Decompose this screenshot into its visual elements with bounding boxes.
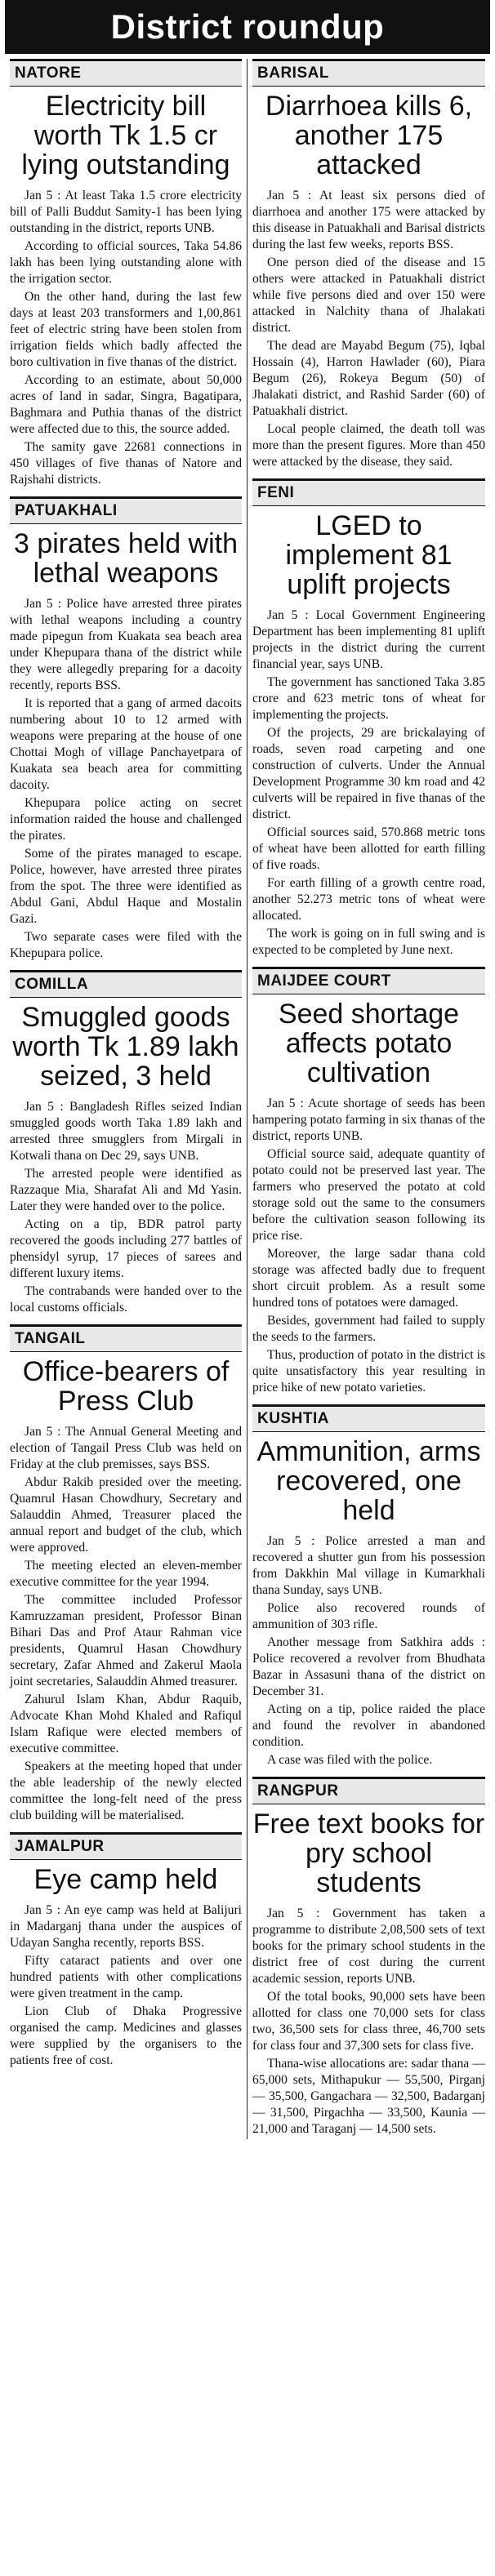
story-headline: Ammunition, arms recovered, one held — [256, 1436, 481, 1526]
story-paragraph: The samity gave 22681 connections in 450 villages of five thanas of Natore and Rajshahi districts. — [10, 440, 242, 487]
story-paragraph: Speakers at the meeting hoped that under the able leadership of the newly elected committee the long-felt need of the press club building will be materialised. — [10, 1760, 242, 1822]
story-paragraph: The contrabands were handed over to the local customs officials. — [10, 1284, 242, 1315]
region-label: PATUAKHALI — [10, 496, 242, 524]
story-body — [252, 1906, 485, 2138]
story-paragraph: Official source said, adequate quantity of potato could not be preserved last year. The farmers who preserved the potato at cold storage sold out the same to the consumers before the cultivation season following its price rise. — [252, 1147, 485, 1243]
story-body — [10, 1902, 242, 2069]
story-body — [10, 596, 242, 962]
story-paragraph: On the other hand, during the last few days at least 203 transformers and 1,00,861 feet of electric string have been stolen from irrigation fields which badly affected the boro cultivation in five thanas of the district. — [10, 290, 242, 369]
story-paragraph: Fifty cataract patients and over one hundred patients with other complications were given treatment in the camp. — [10, 1954, 242, 2000]
story-paragraph: Jan 5 : At least six persons died of diarrhoea and another 175 were attacked by this disease in Patuakhali and Barisal districts during the last few weeks, reports BSS. — [252, 189, 485, 251]
story-paragraph: For earth filling of a growth centre road, another 52.273 metric tons of wheat were allocated. — [252, 876, 485, 923]
story-paragraph: Of the projects, 29 are brickalaying of roads, seven road carpeting and one construction of culverts. Under the Annual Development Programme 30 km road and 42 culverts will be repaired in five thanas of the district. — [252, 726, 485, 821]
story-paragraph: Official sources said, 570.868 metric tons of wheat have been allotted for earth filling of five roads. — [252, 825, 485, 872]
story-paragraph: Jan 5 : The Annual General Meeting and election of Tangail Press Club was held on Friday at the club premisses, says BSS. — [10, 1425, 242, 1471]
story-headline: Diarrhoea kills 6, another 175 attacked — [265, 91, 473, 180]
story-paragraph: Zahurul Islam Khan, Abdur Raquib, Advocate Khan Mohd Khaled and Rafiqul Islam Rafique were elected members of executive committee. — [10, 1693, 242, 1755]
story-paragraph: It is reported that a gang of armed dacoits numbering about 10 to 12 armed with weapons were preparing at the house of one Chottai Mogh of village Panchayetpara of Kuakata sea beach area for committing dacoity. — [10, 696, 242, 792]
story-paragraph: Police also recovered rounds of ammunition of 303 rifle. — [252, 1601, 485, 1631]
region-label: MAIJDEE COURT — [252, 967, 485, 994]
story-body — [252, 1096, 485, 1396]
story-headline: Eye camp held — [33, 1864, 218, 1895]
region-label: FENI — [252, 478, 485, 506]
story-paragraph: One person died of the disease and 15 others were attacked in Patuakhali district while five persons died and over 150 were attacked in Nalchity thana of Jhalakati district. — [252, 256, 485, 335]
region-label: KUSHTIA — [252, 1404, 485, 1432]
story-paragraph: Moreover, the large sadar thana cold storage was affected badly due to frequent short circuit problem. As a result some hundred tons of potatoes were damaged. — [252, 1247, 485, 1310]
story-paragraph: Abdur Rakib presided over the meeting. Quamrul Hasan Chowdhury, Secretary and Salauddin Ahmed, Treasurer placed the annual report and budget of the club, which were approved. — [10, 1475, 242, 1555]
story-paragraph: Jan 5 : Police have arrested three pirates with lethal weapons including a country made pipegun from Kuakata sea beach area under Khepupara thana of the district while they were allegedly preparing for a dacoity recently, reports BSS. — [10, 597, 242, 692]
story-paragraph: Of the total books, 90,000 sets have been allotted for class one 70,000 sets for class two, 36,500 sets for class three, 46,700 sets for class four and 37,300 sets for class five. — [252, 1990, 485, 2053]
right-column — [247, 59, 490, 2139]
story-paragraph: The work is going on in full swing and is expected to be completed by June next. — [252, 927, 485, 957]
story-headline: Free text books for pry school students — [252, 1809, 485, 1898]
story-paragraph: Another message from Satkhira adds : Police recovered a revolver from Bhudhata Bazar in Assasuni thana of the district on December 31. — [252, 1635, 485, 1698]
story-headline: LGED to implement 81 uplift projects — [285, 510, 453, 600]
story-paragraph: Thana-wise allocations are: sadar thana — 65,000 sets, Mithapukur — 55,500, Pirganj — 35,500, Gangachara — 32,500, Badarganj — 31,500, Pirgachha — 33,500, Kaunia — 21,000 and Taraganj — 14,500 sets. — [252, 2057, 485, 2136]
story-paragraph: Jan 5 : Local Government Engineering Department has been implementing 81 uplift projects in the district during the current financial year, says UNB. — [252, 608, 485, 671]
region-label: RANGPUR — [252, 1777, 485, 1804]
story-paragraph: Acting on a tip, BDR patrol party recovered the goods including 277 battles of phensidyl syrup, 17 pieces of sarees and different luxury items. — [10, 1217, 242, 1280]
story-paragraph: Thus, production of potato in the district is quite unsatisfactory this year resulting in price hike of new potato varieties. — [252, 1348, 485, 1395]
left-column — [5, 59, 247, 2139]
story-paragraph: Lion Club of Dhaka Progressive organised the camp. Medicines and glasses were supplied by the organisers to the patients free of cost. — [10, 2004, 242, 2067]
story-paragraph: Jan 5 : Police arrested a man and recovered a shutter gun from his possession from Dakkhin Mal village in Kumarkhali thana Sunday, says UNB. — [252, 1534, 485, 1597]
story-paragraph: Jan 5 : Bangladesh Rifles seized Indian smuggled goods worth Taka 1.89 lakh and arrested three smugglers from Mirgali in Kotwali thana on Dec 29, says UNB. — [10, 1100, 242, 1163]
story-headline: 3 pirates held with lethal weapons — [13, 528, 239, 589]
story-body — [10, 188, 242, 488]
story-paragraph: According to official sources, Taka 54.86 lakh has been lying outstanding alone with the irrigation sector. — [10, 239, 242, 286]
story-body — [10, 1099, 242, 1316]
story-headline: Seed shortage affects potato cultivation — [278, 999, 460, 1088]
story-paragraph: Jan 5 : At least Taka 1.5 crore electricity bill of Palli Buddut Samity-1 has been lying outstanding in the district, reports UNB. — [10, 189, 242, 235]
story-paragraph: Jan 5 : Government has taken a programme to distribute 2,08,500 sets of text books for the primary school students in the district free of cost during the current academic session, reports UNB. — [252, 1906, 485, 1986]
region-label: BARISAL — [252, 59, 485, 87]
story-paragraph: According to an estimate, about 50,000 acres of land in sadar, Singra, Bagatipara, Baghmara and Puthia thanas of the district were affected due to this, the source added. — [10, 373, 242, 436]
story-body — [252, 607, 485, 959]
story-paragraph: The meeting elected an eleven-member executive committee for the year 1994. — [10, 1559, 242, 1589]
region-label: TANGAIL — [10, 1324, 242, 1352]
region-label: COMILLA — [10, 970, 242, 998]
story-paragraph: Besides, government had failed to supply the seeds to the farmers. — [252, 1314, 485, 1344]
story-paragraph: The dead are Mayabd Begum (75), Iqbal Hossain (4), Harron Hawlader (60), Piara Begum (26), Rokeya Begum (50) of Jhalakati district, and Rashid Sarder (60) of Patuakhali district. — [252, 339, 485, 418]
story-paragraph: The committee included Professor Kamruzzaman president, Professor Binan Bihari Das and Prof Ataur Rahman vice presidents, Quamrul Hasan Chowdhury secretary, Zafar Ahmed and Zakerul Maola joint secretaries, Salauddin Ahmed treasurer. — [10, 1593, 242, 1688]
story-body — [252, 188, 485, 470]
story-paragraph: Two separate cases were filed with the Khepupara police. — [10, 930, 242, 960]
region-label: NATORE — [10, 59, 242, 87]
story-paragraph: Local people claimed, the death toll was more than the present figures. More than 450 were attacked by the disease, they said. — [252, 422, 485, 469]
story-paragraph: The government has sanctioned Taka 3.85 crore and 623 metric tons of wheat for implementing the projects. — [252, 675, 485, 722]
section-banner: District roundup — [5, 0, 490, 54]
story-paragraph: Khepupara police acting on secret information raided the house and challenged the pirates. — [10, 796, 242, 843]
columns — [5, 59, 490, 2139]
story-headline: Electricity bill worth Tk 1.5 cr lying outstanding — [21, 91, 230, 180]
story-paragraph: Jan 5 : Acute shortage of seeds has been hampering potato farming in six thanas of the district, reports UNB. — [252, 1097, 485, 1143]
story-paragraph: The arrested people were identified as Razzaque Mia, Sharafat Ali and Md Yasin. Later they were handed over to the police. — [10, 1167, 242, 1213]
story-headline: Smuggled goods worth Tk 1.89 lakh seized, 3 held — [12, 1002, 239, 1092]
story-headline: Office-bearers of Press Club — [22, 1356, 230, 1417]
region-label: JAMALPUR — [10, 1832, 242, 1860]
story-paragraph: Some of the pirates managed to escape. Police, however, have arrested three pirates from the spot. The three were identified as Abdul Gani, Abdul Haque and Mostalin Gazi. — [10, 847, 242, 926]
story-paragraph: A case was filed with the police. — [267, 1753, 433, 1767]
story-body — [252, 1533, 485, 1768]
story-paragraph: Acting on a tip, police raided the place and found the revolver in abandoned condition. — [252, 1702, 485, 1749]
story-body — [10, 1424, 242, 1824]
story-paragraph: Jan 5 : An eye camp was held at Balijuri in Madarganj thana under the auspices of Udayan Sangha recently, reports BSS. — [10, 1903, 242, 1950]
